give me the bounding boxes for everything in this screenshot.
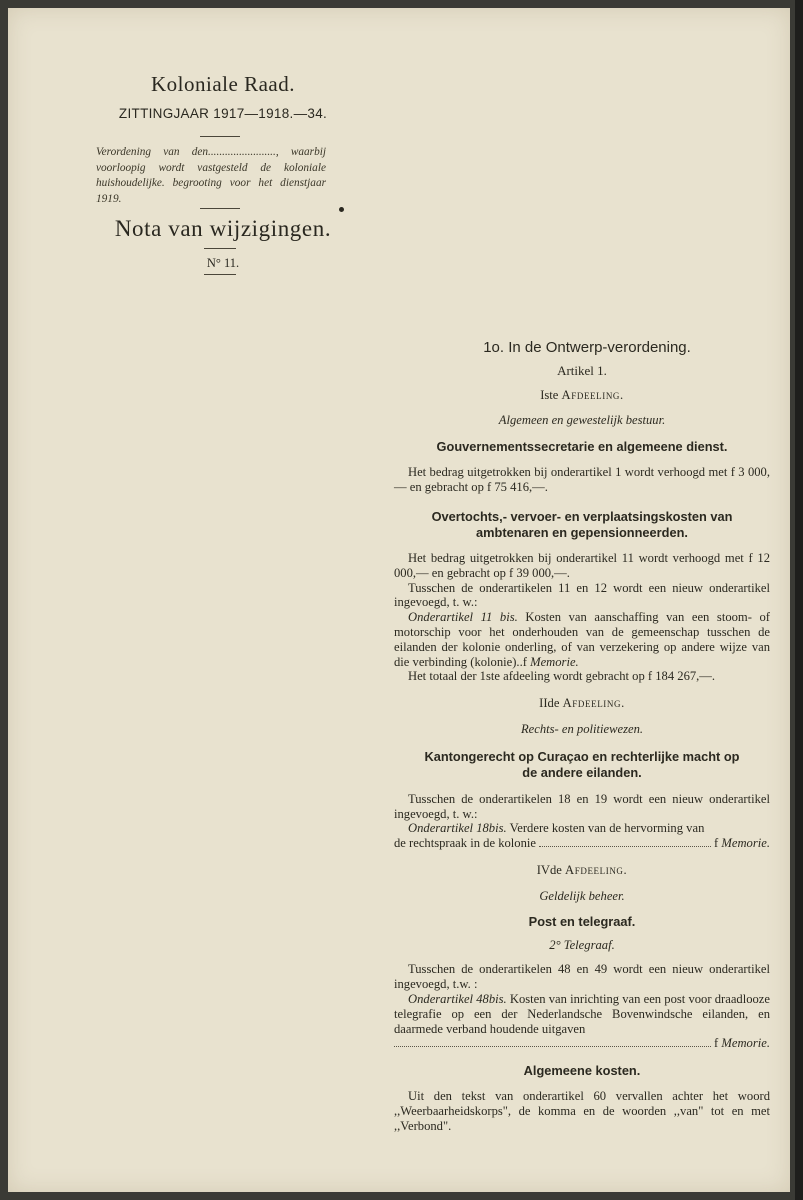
heading-post-telegraaf: Post en telegraaf. <box>528 913 636 929</box>
page-edge <box>795 0 803 1200</box>
dotted-leader-48bis <box>394 1046 711 1047</box>
amount-11bis: f <box>522 654 527 669</box>
label-11bis: Onderartikel 11 bis. <box>408 610 518 625</box>
document-page <box>8 8 790 1192</box>
afdeeling-2-heading <box>394 696 770 711</box>
header-rule-3 <box>204 248 236 249</box>
label-48bis: Onderartikel 48bis. <box>408 991 507 1006</box>
subheading-telegraaf: 2° Telegraaf. <box>549 937 615 952</box>
heading-gouvernementssecretarie: Gouvernementssecretarie en algemeene dienst. <box>436 439 728 455</box>
afdeeling-4-heading <box>394 863 770 878</box>
paragraph-onderartikel-1: Het bedrag uitgetrokken bij onderartikel 1 wordt verhoogd met f 3 000,— en gebracht op f 75 416,—. <box>394 465 770 495</box>
amount-48bis: f <box>714 1036 719 1051</box>
paragraph-insert-11bis: Tusschen de onderartikelen 11 en 12 wordt een nieuw onderartikel ingevoegd, t. w.: <box>394 580 770 610</box>
memorie-11bis: Memorie. <box>530 654 579 669</box>
paragraph-18bis <box>394 821 770 836</box>
afdeeling-1-heading <box>394 388 770 403</box>
council-title: Koloniale Raad. <box>151 72 295 96</box>
header-rule-4 <box>204 274 236 275</box>
label-18bis: Onderartikel 18bis. <box>408 821 507 836</box>
afdeeling-4-subtitle: Geldelijk beheer. <box>539 888 625 903</box>
afdeeling-4-word: Afdeeling. <box>565 862 628 877</box>
session-year: ZITTINGJAAR 1917—1918.—34. <box>118 106 328 121</box>
afdeeling-2-word: Afdeeling. <box>562 696 625 711</box>
heading-kantongerecht: Kantongerecht op Curaçao en rechterlijke macht op de andere eilanden. <box>424 748 740 780</box>
text-48bis: Kosten van inrichting van een post voor draadlooze telegrafie op een der Nederlandsche Bovenwindsche eilanden, en daarmede verband houdende uitgaven <box>394 991 770 1036</box>
afdeeling-1-word: Afdeeling. <box>561 387 624 402</box>
paragraph-insert-18bis: Tusschen de onderartikelen 18 en 19 wordt een nieuw onderartikel ingevoegd, t. w.: <box>394 791 770 821</box>
paragraph-onderartikel-11: Het bedrag uitgetrokken bij onderartikel 11 wordt verhoogd met f 12 000,— en gebracht op f 39 000,—. <box>394 550 770 580</box>
heading-algemeene-kosten: Algemeene kosten. <box>523 1063 641 1079</box>
paragraph-48bis <box>394 992 770 1036</box>
header-rule-1 <box>200 136 240 137</box>
paragraph-onderartikel-60: Uit den tekst van onderartikel 60 vervallen achter het woord ,,Weerbaarheidskorps", de komma en de woorden ,,van" tot en met ,,Verbond". <box>394 1089 770 1133</box>
dot-mark <box>339 207 344 212</box>
document-number: N° 11. <box>206 256 240 270</box>
amendments-column <box>394 338 770 1134</box>
memorie-18bis: Memorie. <box>721 836 770 851</box>
section-title: 1o. In de Ontwerp-verordening. <box>483 339 691 356</box>
memorie-48bis: Memorie. <box>721 1036 770 1051</box>
amount-18bis: f <box>714 836 719 851</box>
afdeeling-2-number: IIde <box>539 696 560 711</box>
afdeeling-4-number: IVde <box>536 862 562 877</box>
text-18bis-end: de rechtspraak in de kolonie <box>394 836 536 851</box>
document-title: Nota van wijzigingen. <box>114 216 332 241</box>
text-18bis-start: Verdere kosten van de hervorming van <box>509 821 705 836</box>
heading-overtochtskosten: Overtochts,- vervoer- en verplaatsingskosten van ambtenaren en gepensionneerden. <box>431 508 733 540</box>
text-11bis: Kosten van aanschaffing van een stoom- of motorschip voor het onderhouden van de gemeenschap tusschen de eilanden der kolonie onderling, of van verzekering op andere wijze van die verbinding (kolonie) <box>394 610 770 669</box>
dotted-leader-18bis <box>539 846 711 847</box>
header-rule-2 <box>200 208 240 209</box>
afdeeling-1-number: Iste <box>540 387 559 402</box>
paragraph-11bis: Onderartikel 11 bis. Kosten van aanschaffing van een stoom- of motorschip voor het onderhouden van de gemeenschap tusschen de eilanden der kolonie onderling, of van verzekering op andere wijze van die verbinding (kolonie)..f Memorie. <box>394 610 770 669</box>
paragraph-total-afdeeling-1: Het totaal der 1ste afdeeling wordt gebracht op f 184 267,—. <box>408 669 716 684</box>
afdeeling-1-subtitle: Algemeen en gewestelijk bestuur. <box>498 412 666 427</box>
article-heading: Artikel 1. <box>557 363 607 378</box>
afdeeling-2-subtitle: Rechts- en politiewezen. <box>520 721 644 736</box>
ordinance-subject: Verordening van den........................, waarbij voorloopig wordt vastgesteld de koloniale huishoudelijke. begrooting voor het dienstjaar 1919. <box>96 146 326 205</box>
leader-line-18bis <box>394 836 770 851</box>
leader-line-48bis <box>394 1036 770 1051</box>
paragraph-insert-48bis: Tusschen de onderartikelen 48 en 49 wordt een nieuw onderartikel ingevoegd, t.w. : <box>394 962 770 992</box>
